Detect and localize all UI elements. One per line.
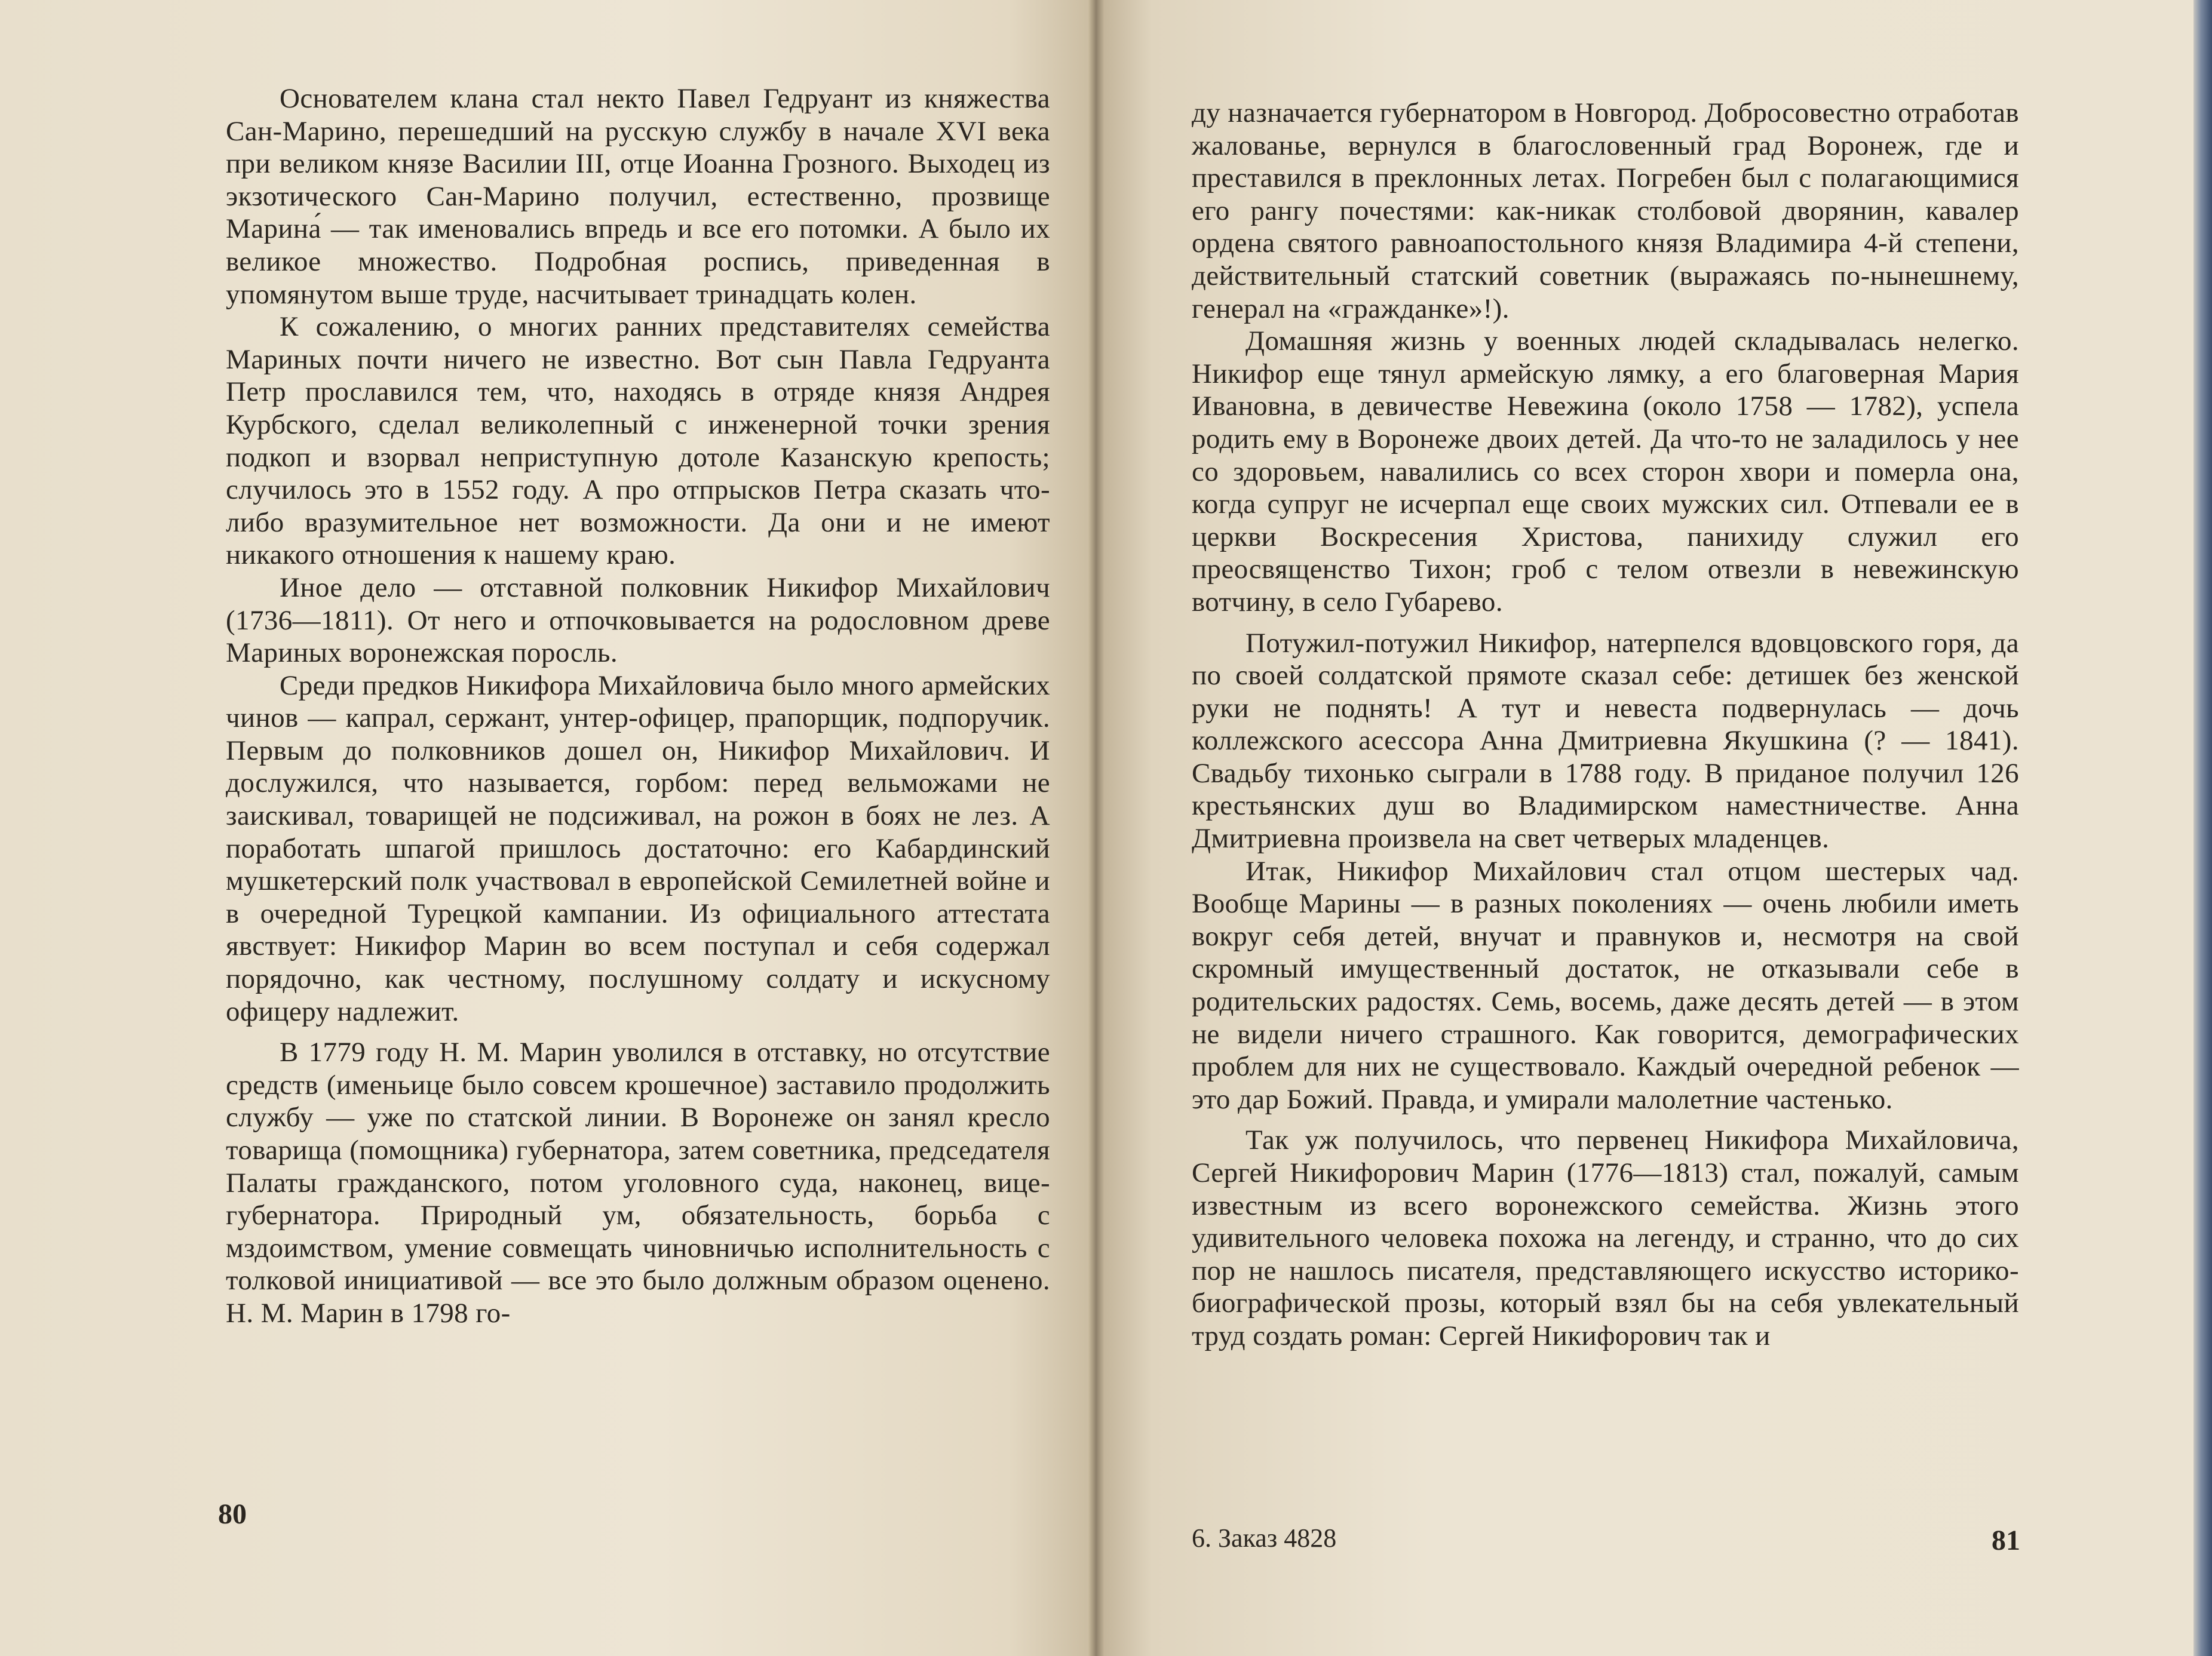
paragraph: ду назначается губернатором в Новгород. Добросовестно отработав жалованье, вернулся в благословенный град Воронеж, где и преставился в преклонных летах. Погребен был с полагающимися его рангу почестями: как-никак столбовой дворянин, кавалер ордена святого равноапостольного князя Владимира 4-й степени, действительный статский советник (выражаясь по-нынешнему, генерал на «гражданке»!). — [1192, 97, 2019, 324]
paragraph: Домашняя жизнь у военных людей складывалась нелегко. Никифор еще тянул армейскую лямку, а его благоверная Мария Ивановна, в девичестве Невежина (около 1758 — 1782), успела родить ему в Воронеже двоих детей. Да что-то не заладилось у нее со здоровьем, навалились со всех сторон хвори и померла она, когда супруг не исчерпал еще своих мужских сил. Отпевали ее в церкви Воскресения Христова, панихиду служил его преосвященство Тихон; гроб с телом отвезли в невежинскую вотчину, в село Губарево. — [1192, 325, 2019, 617]
paragraph: Итак, Никифор Михайлович стал отцом шестерых чад. Вообще Марины — в разных поколениях — очень любили иметь вокруг себя детей, внучат и правнуков и, несмотря на свой скромный имущественный достаток, не отказывали себе в родительских радостях. Семь, восемь, даже десять детей — в этом не видели ничего страшного. Как говорится, демографических проблем для них не существовало. Каждый очередной ребенок — это дар Божий. Правда, и умирали малолетние частенько. — [1192, 855, 2019, 1115]
paragraph: К сожалению, о многих ранних представителях семейства Мариных почти ничего не известно. Вот сын Павла Гедруанта Петр прославился тем, что, находясь в отряде князя Андрея Курбского, сделал великолепный с инженерной точки зрения подкоп и взорвал неприступную дотоле Казанскую крепость; случилось это в 1552 году. А про отпрысков Петра сказать что-либо вразумительное нет возможности. Да они и не имеют никакого отношения к нашему краю. — [226, 311, 1050, 571]
right-page-text — [1192, 97, 2019, 1353]
book-gutter — [1088, 0, 1104, 1656]
paragraph: Потужил-потужил Никифор, натерпелся вдовцовского горя, да по своей солдатской прямоте сказал себе: детишек без женской руки не поднять! А тут и невеста подвернулась — дочь коллежского асессора Анна Дмитриевна Якушкина (? — 1841). Свадьбу тихонько сыграли в 1788 году. В приданое получил 126 крестьянских душ во Владимирском наместничестве. Анна Дмитриевна произвела на свет четверых младенцев. — [1192, 627, 2019, 855]
page-number-right: 81 — [1992, 1525, 2020, 1556]
paragraph: Иное дело — отставной полковник Никифор Михайлович (1736—1811). От него и отпочковывается на родословном древе Мариных воронежская поросль. — [226, 572, 1050, 669]
print-order-note: 6. Заказ 4828 — [1192, 1523, 1337, 1553]
left-page-text — [226, 82, 1050, 1330]
scan-background-edge — [2193, 0, 2212, 1656]
paragraph: В 1779 году Н. М. Марин уволился в отставку, но отсутствие средств (именьице было совсем крошечное) заставило продолжить службу — уже по статской линии. В Воронеже он занял кресло товарища (помощника) губернатора, затем советника, председателя Палаты гражданского, потом уголовного суда, наконец, вице-губернатора. Природный ум, обязательность, борьба с мздоимством, умение совмещать чиновничью исполнительность с толковой инициативой — все это было должным образом оценено. Н. М. Марин в 1798 го- — [226, 1037, 1050, 1329]
paragraph: Так уж получилось, что первенец Никифора Михайловича, Сергей Никифорович Марин (1776—1813) стал, пожалуй, самым известным из всего воронежского семейства. Жизнь этого удивительного человека похожа на легенду, и странно, что до сих пор не нашлось писателя, представляющего искусство историко-биографической прозы, который взял бы на себя увлекательный труд создать роман: Сергей Никифорович так и — [1192, 1125, 2019, 1351]
left-page — [0, 0, 1096, 1656]
page-number-left: 80 — [218, 1498, 247, 1530]
paragraph: Основателем клана стал некто Павел Гедруант из княжества Сан-Марино, перешедший на русскую службу в начале XVI века при великом князе Василии III, отце Иоанна Грозного. Выходец из экзотического Сан-Марино получил, естественно, прозвище Марина́ — так именовались впредь и все его потомки. А было их великое множество. Подробная роспись, приведенная в упомянутом выше труде, насчитывает тринадцать колен. — [226, 83, 1050, 310]
paragraph: Среди предков Никифора Михайловича было много армейских чинов — капрал, сержант, унтер-офицер, прапорщик, подпоручик. Первым до полковников дошел он, Никифор Михайлович. И дослужился, что называется, горбом: перед вельможами не заискивал, товарищей не подсиживал, на рожон в боях не лез. А поработать шпагой пришлось достаточно: его Кабардинский мушкетерский полк участвовал в европейской Семилетней войне и в очередной Турецкой кампании. Из официального аттестата явствует: Никифор Марин во всем поступал и себя содержал порядочно, как честному, послушному солдату и искусному офицеру надлежит. — [226, 669, 1050, 1027]
